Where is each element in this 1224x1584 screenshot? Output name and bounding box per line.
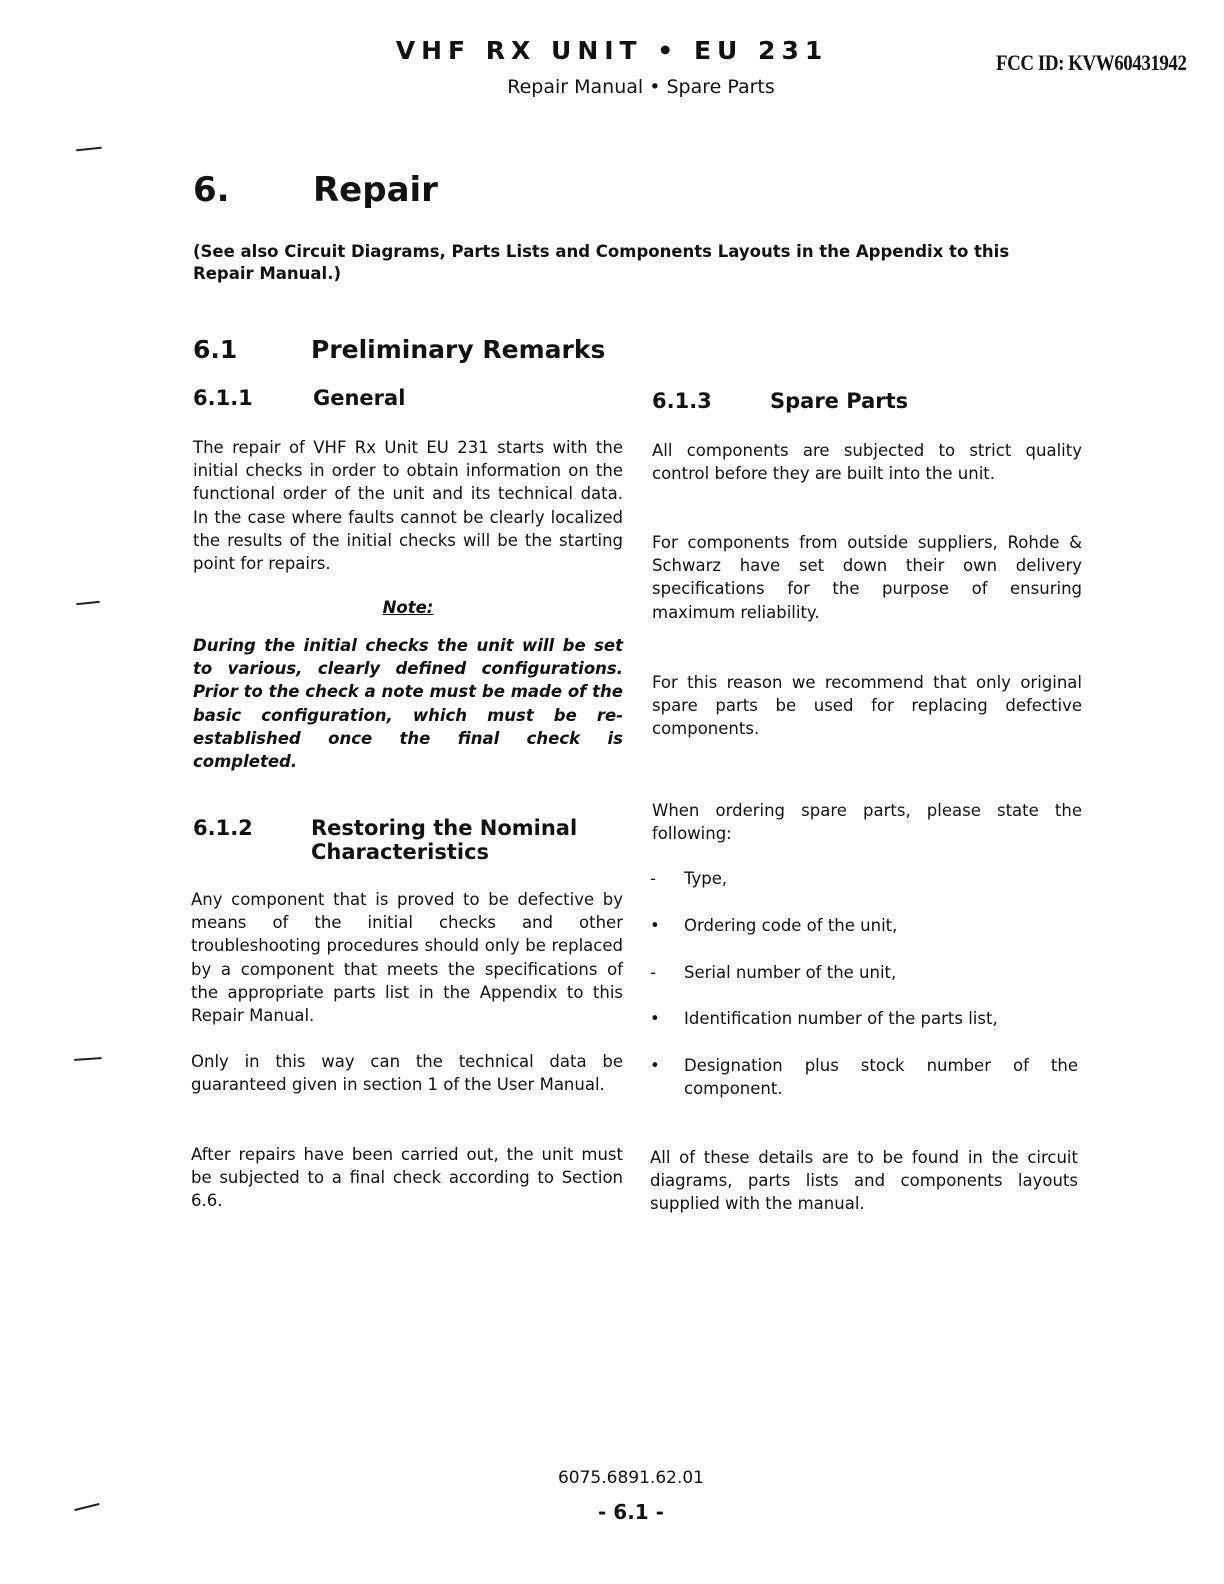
spare-parts-p4: When ordering spare parts, please state the following: <box>652 801 1082 844</box>
chapter-intro: (See also Circuit Diagrams, Parts Lists and Components Layouts in the Appendix to this Repair Manual.) <box>193 242 1010 283</box>
section-6-1-3-heading <box>652 389 1082 417</box>
chapter-title: Repair <box>313 170 438 210</box>
section-6-1-1-heading <box>193 386 623 414</box>
ordering-details-list <box>650 867 1078 1101</box>
list-item <box>650 914 1078 937</box>
list-item-text: Ordering code of the unit, <box>684 915 898 935</box>
section-title-line1: Restoring the Nominal <box>311 816 578 840</box>
spare-parts-p3: For this reason we recommend that only original spare parts be used for replacing defective components. <box>652 673 1082 739</box>
restoring-p1: Any component that is proved to be defective by means of the initial checks and other troubleshooting procedures should only be replaced by a component that meets the specifications of the appropriate parts list in the Appendix to this Repair Manual. <box>191 890 623 1026</box>
section-number: 6.1.2 <box>193 816 253 840</box>
general-body: The repair of VHF Rx Unit EU 231 starts with the initial checks in order to obtain information on the functional order of the unit and its technical data. In the case where faults cannot be clearly localized the results of the initial checks will be the starting point for repairs. <box>193 438 623 574</box>
margin-mark <box>74 1057 102 1061</box>
page-number: - 6.1 - <box>598 1500 664 1524</box>
margin-mark <box>76 601 100 605</box>
spare-parts-p2: For components from outside suppliers, Rohde & Schwarz have set down their own delivery specifications for the purpose of ensuring maximum reliability. <box>652 533 1082 622</box>
margin-mark <box>76 147 102 152</box>
list-item-text: Identification number of the parts list, <box>684 1009 998 1029</box>
bullet: • <box>650 1009 660 1029</box>
section-title-line2: Characteristics <box>311 840 490 864</box>
section-6-1-heading <box>193 335 793 369</box>
section-number: 6.1.1 <box>193 386 253 410</box>
bullet: - <box>650 962 656 982</box>
spare-parts-p5: All of these details are to be found in the circuit diagrams, parts lists and components layouts supplied with the manual. <box>650 1148 1078 1214</box>
restoring-p2: Only in this way can the technical data be guaranteed given in section 1 of the User Manual. <box>191 1052 623 1095</box>
chapter-number: 6. <box>193 170 230 210</box>
section-title: Spare Parts <box>770 389 909 413</box>
chapter-heading <box>193 170 793 214</box>
list-item <box>650 1054 1078 1100</box>
section-title: Preliminary Remarks <box>311 335 606 364</box>
bullet: • <box>650 915 660 935</box>
spare-parts-p1: All components are subjected to strict quality control before they are built into the unit. <box>652 441 1082 484</box>
restoring-p3: After repairs have been carried out, the unit must be subjected to a final check according to Section 6.6. <box>191 1145 623 1211</box>
list-item-text: Type, <box>684 869 728 888</box>
section-title: General <box>313 386 406 410</box>
section-number: 6.1 <box>193 335 238 364</box>
list-item <box>650 1007 1078 1030</box>
note-body: During the initial checks the unit will be set to various, clearly defined configurations. Prior to the check a note must be made of the basic configuration, which must be re-established once the final check is completed. <box>193 636 623 772</box>
bullet: • <box>650 1056 660 1076</box>
list-item-text: Designation plus stock number of the component. <box>684 1056 1078 1099</box>
header-title: VHF RX UNIT • EU 231 <box>395 36 829 65</box>
list-item <box>650 867 1078 890</box>
list-item-text: Serial number of the unit, <box>684 962 897 982</box>
section-6-1-2-heading <box>193 816 623 868</box>
doc-number: 6075.6891.62.01 <box>557 1468 704 1488</box>
header-subtitle: Repair Manual • Spare Parts <box>507 76 775 98</box>
list-item <box>650 961 1078 984</box>
fcc-id: FCC ID: KVW60431942 <box>995 50 1186 75</box>
bullet: - <box>650 869 656 888</box>
section-number: 6.1.3 <box>652 389 712 413</box>
note-heading: Note: <box>382 598 434 617</box>
